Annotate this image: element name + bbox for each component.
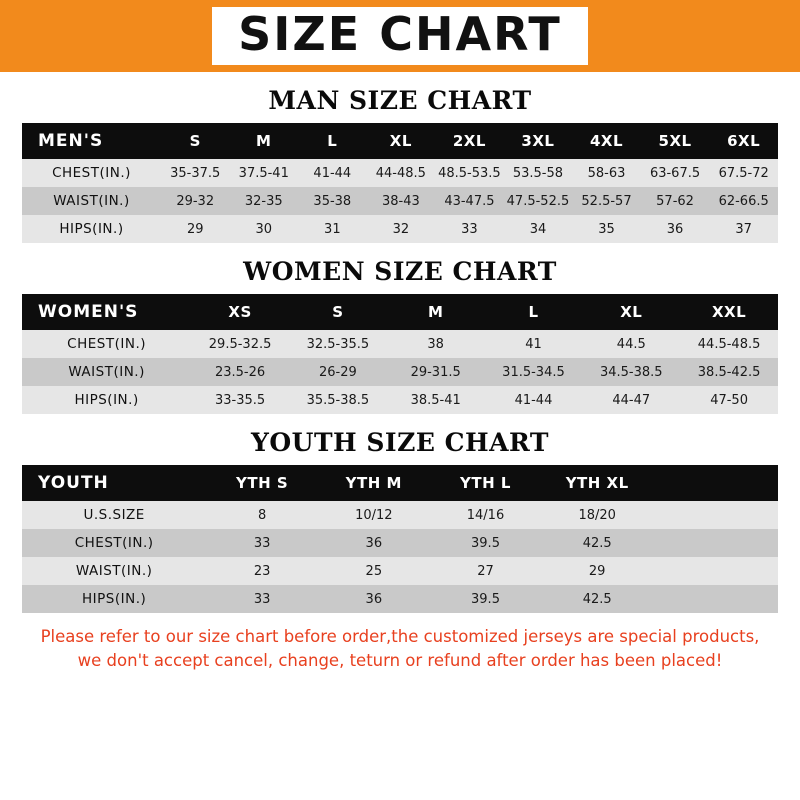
cell: 18/20 [541,501,653,529]
cell: 33 [206,585,318,613]
table-row [22,585,778,613]
size-table-women [22,294,778,414]
column-header-l: L [298,123,367,159]
cell: 33-35.5 [191,386,289,414]
table-header-row [22,465,778,501]
header-banner [0,0,800,72]
table-header-row [22,294,778,330]
cell: 44.5-48.5 [680,330,778,358]
column-header-s: S [161,123,230,159]
column-header-label: WOMEN'S [22,294,191,330]
cell: 33 [206,529,318,557]
cell: 44-47 [582,386,680,414]
column-header-spacer [653,465,778,501]
cell: 47.5-52.5 [504,187,573,215]
cell: 62-66.5 [709,187,778,215]
cell: 38.5-41 [387,386,485,414]
table-header-women [22,294,778,330]
table-row [22,215,778,243]
cell: 29 [541,557,653,585]
cell: 34 [504,215,573,243]
cell: 38-43 [367,187,436,215]
table-header-men [22,123,778,159]
cell: 26-29 [289,358,387,386]
column-header-6xl: 6XL [709,123,778,159]
row-label-hips: HIPS(IN.) [22,585,206,613]
row-label-us-size: U.S.SIZE [22,501,206,529]
cell: 38 [387,330,485,358]
cell: 43-47.5 [435,187,504,215]
cell: 14/16 [430,501,542,529]
cell: 63-67.5 [641,159,710,187]
cell: 67.5-72 [709,159,778,187]
cell: 44.5 [582,330,680,358]
cell: 34.5-38.5 [582,358,680,386]
section-title-women: WOMEN SIZE CHART [243,257,557,286]
row-label-waist: WAIST(IN.) [22,557,206,585]
footnote [22,613,778,673]
table-row [22,386,778,414]
table-row [22,557,778,585]
cell: 42.5 [541,585,653,613]
cell: 32-35 [230,187,299,215]
cell: 32.5-35.5 [289,330,387,358]
column-header-xxl: XXL [680,294,778,330]
column-header-m: M [387,294,485,330]
table-header-row [22,123,778,159]
table-body-women [22,330,778,414]
cell: 41-44 [298,159,367,187]
cell-spacer [653,529,778,557]
cell: 31 [298,215,367,243]
column-header-yth-xl: YTH XL [541,465,653,501]
cell: 36 [318,585,430,613]
cell: 52.5-57 [572,187,641,215]
column-header-4xl: 4XL [572,123,641,159]
section-title-youth: YOUTH SIZE CHART [251,428,549,457]
column-header-yth-l: YTH L [430,465,542,501]
table-row [22,330,778,358]
cell-spacer [653,585,778,613]
cell: 33 [435,215,504,243]
cell: 38.5-42.5 [680,358,778,386]
row-label-chest: CHEST(IN.) [22,529,206,557]
cell-spacer [653,557,778,585]
cell: 35-38 [298,187,367,215]
cell: 23 [206,557,318,585]
cell: 31.5-34.5 [485,358,583,386]
table-row [22,358,778,386]
size-table-youth [22,465,778,613]
cell: 29-31.5 [387,358,485,386]
column-header-l: L [485,294,583,330]
table-row [22,187,778,215]
column-header-m: M [230,123,299,159]
column-header-xs: XS [191,294,289,330]
cell: 29.5-32.5 [191,330,289,358]
cell: 41 [485,330,583,358]
cell: 37 [709,215,778,243]
cell: 37.5-41 [230,159,299,187]
column-header-label: MEN'S [22,123,161,159]
row-label-waist: WAIST(IN.) [22,358,191,386]
cell: 39.5 [430,529,542,557]
column-header-yth-m: YTH M [318,465,430,501]
cell: 58-63 [572,159,641,187]
cell: 39.5 [430,585,542,613]
cell: 48.5-53.5 [435,159,504,187]
size-table-men [22,123,778,243]
column-header-xl: XL [367,123,436,159]
footnote-line-1: Please refer to our size chart before order,the customized jerseys are special products, [40,627,760,646]
cell: 27 [430,557,542,585]
page-title: SIZE CHART [212,7,588,65]
table-body-men [22,159,778,243]
cell: 32 [367,215,436,243]
section-title-men: MAN SIZE CHART [268,86,532,115]
column-header-2xl: 2XL [435,123,504,159]
cell: 53.5-58 [504,159,573,187]
cell: 35-37.5 [161,159,230,187]
column-header-s: S [289,294,387,330]
column-header-label: YOUTH [22,465,206,501]
cell: 36 [318,529,430,557]
cell: 35.5-38.5 [289,386,387,414]
column-header-xl: XL [582,294,680,330]
row-label-chest: CHEST(IN.) [22,159,161,187]
cell: 57-62 [641,187,710,215]
row-label-waist: WAIST(IN.) [22,187,161,215]
table-row [22,529,778,557]
column-header-3xl: 3XL [504,123,573,159]
banner-right-edge [772,0,800,72]
table-body-youth [22,501,778,613]
cell: 35 [572,215,641,243]
cell: 36 [641,215,710,243]
table-row [22,159,778,187]
cell: 23.5-26 [191,358,289,386]
row-label-hips: HIPS(IN.) [22,215,161,243]
cell: 44-48.5 [367,159,436,187]
cell: 42.5 [541,529,653,557]
row-label-chest: CHEST(IN.) [22,330,191,358]
column-header-5xl: 5XL [641,123,710,159]
table-row [22,501,778,529]
row-label-hips: HIPS(IN.) [22,386,191,414]
cell: 29 [161,215,230,243]
column-header-yth-s: YTH S [206,465,318,501]
cell: 8 [206,501,318,529]
cell-spacer [653,501,778,529]
cell: 29-32 [161,187,230,215]
cell: 41-44 [485,386,583,414]
banner-left-edge [0,0,28,72]
cell: 47-50 [680,386,778,414]
footnote-line-2: we don't accept cancel, change, teturn or refund after order has been placed! [77,650,723,670]
cell: 25 [318,557,430,585]
cell: 10/12 [318,501,430,529]
chart-content [0,86,800,673]
cell: 30 [230,215,299,243]
table-header-youth [22,465,778,501]
